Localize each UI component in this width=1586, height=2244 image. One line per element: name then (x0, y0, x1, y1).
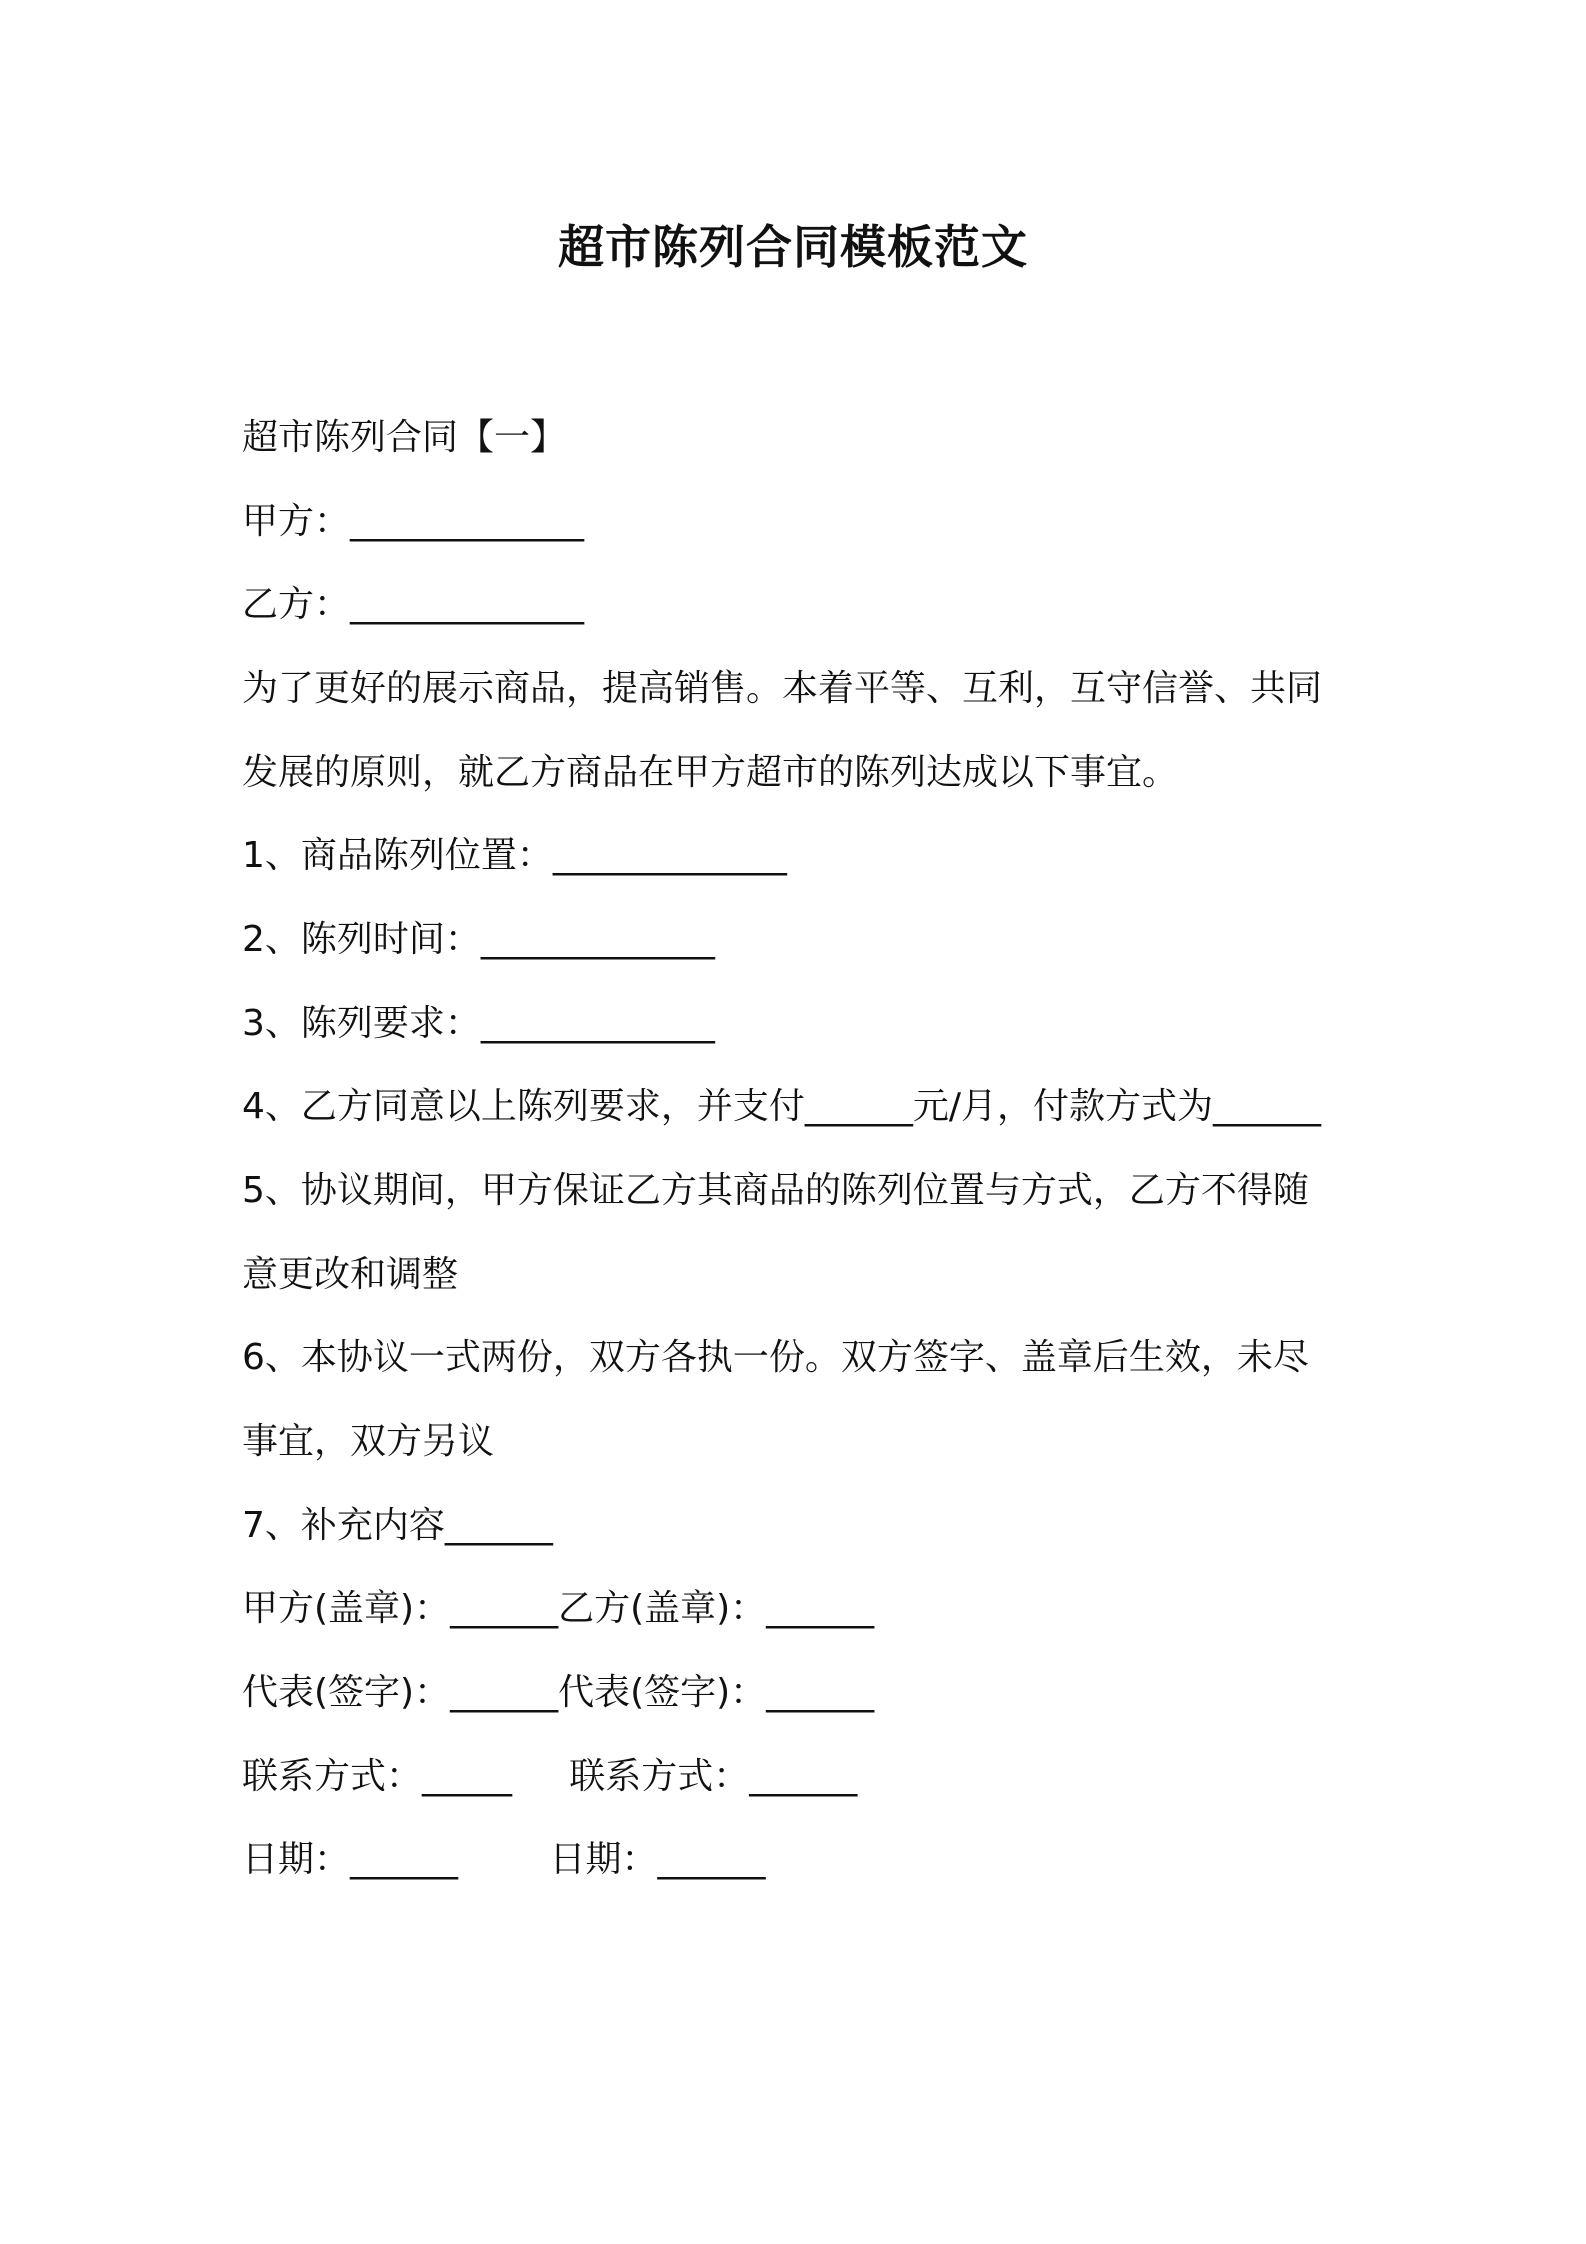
clause-6-line-1: 6、本协议一式两份，双方各执一份。双方签字、盖章后生效，未尽 (242, 1337, 1309, 1378)
seal-line: 甲方(盖章)：______乙方(盖章)：______ (242, 1588, 875, 1629)
clause-3: 3、陈列要求：_____________ (242, 1003, 715, 1044)
clause-5-line-1: 5、协议期间，甲方保证乙方其商品的陈列位置与方式，乙方不得随 (242, 1170, 1309, 1211)
intro-paragraph-line-2: 发展的原则，就乙方商品在甲方超市的陈列达成以下事宜。 (242, 752, 1179, 793)
contact-line: 联系方式：_____ 联系方式：______ (242, 1756, 858, 1797)
clause-1: 1、商品陈列位置：_____________ (242, 835, 787, 876)
document-title: 超市陈列合同模板范文 (558, 220, 1028, 274)
intro-paragraph-line-1: 为了更好的展示商品，提高销售。本着平等、互利，互守信誉、共同 (242, 668, 1323, 709)
clause-6-line-2: 事宜，双方另议 (242, 1421, 495, 1462)
clause-7: 7、补充内容______ (242, 1505, 553, 1546)
party-b-line: 乙方：_____________ (242, 584, 585, 625)
clause-2: 2、陈列时间：_____________ (242, 919, 715, 960)
clause-5-line-2: 意更改和调整 (242, 1254, 459, 1295)
signature-line: 代表(签字)：______代表(签字)：______ (242, 1672, 875, 1713)
clause-4: 4、乙方同意以上陈列要求，并支付______元/月，付款方式为______ (242, 1086, 1322, 1127)
section-heading: 超市陈列合同【一】 (242, 417, 567, 458)
date-line: 日期：______ 日期：______ (242, 1839, 766, 1880)
party-a-line: 甲方：_____________ (242, 501, 585, 542)
